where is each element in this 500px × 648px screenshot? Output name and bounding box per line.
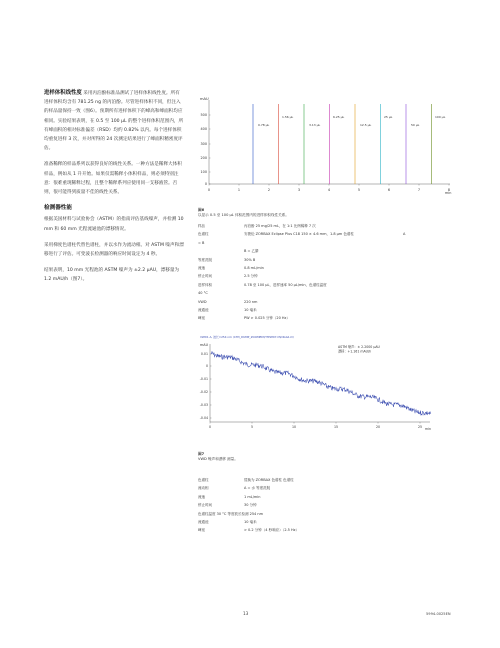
chart1-xtick-label: 0 [207,188,211,192]
chart2-yunit: mAU [200,343,209,347]
chart2-ytick-label: 0 [205,364,208,369]
table1-extra: A [403,232,406,237]
chart2-xunit: min [425,427,432,431]
conditions-table-noise [198,478,448,537]
chart1-ytick-label: 100 [200,170,207,175]
figure6-caption [198,208,289,218]
chart1-xtick-label: 4 [327,188,331,192]
paragraph-results: 结果表明，10 mm 光程池的 ASTM 噪声为 ±2.2 μAU，漂移量为 1.2 mAU/h（图7）。 [44,268,180,283]
chart1-xunit: min [445,191,452,195]
table2-key: 色谱柱 [198,478,209,482]
peak-label-low: 50 μL [411,123,420,127]
table2-key: 流动相 [198,486,209,491]
chart2-xtick-label: 15 [333,425,339,429]
chart2-ytick-label: -0.01 [199,377,208,382]
chart2-legend-noise: ASTM 噪声：± 2.2000 μAU [338,345,380,349]
table1-value: B = 乙腈 [244,249,259,254]
table1-key: 停止时间 [198,274,212,279]
table2-row [198,528,448,536]
table2-key: 流通池 [198,519,209,524]
table2-value: 30 分钟 [244,503,257,508]
chart2-ytick-label: -0.04 [199,416,208,421]
table1-value: 10 毫米 [244,307,257,312]
table1-row [198,232,448,240]
table2-row [198,486,448,494]
table2-row [198,520,448,528]
peak-label-low: 3.13 μL [309,123,321,127]
table1-key: 流速 [198,265,205,270]
chart1-yunit: mAU [200,97,209,101]
chart1-xtick-label: 5 [357,188,361,192]
table1-row [198,258,448,266]
figure6-title: 图6 [198,208,205,212]
peak-label-high: 6.25 μL [333,115,345,119]
table1-value: 丙泊酚 25 mg/25 mL，在 1:1 比例稀释 7 次 [244,224,316,228]
table2-value: A = 水 等度洗脱 [244,486,271,491]
chart1-xtick-label: 8 [447,188,451,192]
baseline-trace [198,340,438,432]
table2-value: 10 毫米 [244,519,257,524]
paragraph-astm: 根据美国材料与试验协会（ASTM）的指南评估基线噪声，并检测 10 mm 和 60 mm 光程流通池的漂移情况。 [44,217,184,232]
table1-row [198,249,448,257]
table1-key: 等度洗脱 [198,257,212,262]
table2-key: 色谱柱温度 30 °C 等度波长检测 254 nm [198,511,264,516]
table1-value: PW > 0.025 分钟（20 Hz） [244,316,290,321]
table2-row [198,478,448,486]
table1-key: 样品 [198,224,205,228]
table2-key: 峰宽 [198,528,205,533]
table1-row [198,291,448,299]
peak-label-low: 0.78 μL [258,123,270,127]
chart2-ytick-label: -0.02 [199,390,208,395]
chart1-ytick-label: 200 [200,156,207,161]
chart1-xtick-label: 3 [297,188,301,192]
peak-label-high: 25 μL [384,115,393,119]
chart2-ytick-label: -0.03 [199,403,208,408]
table1-value: 220 nm [244,299,258,304]
table1-key: 40 °C [198,291,208,296]
peak-label-low: 12.5 μL [360,123,372,127]
chart1-xtick-label: 2 [267,188,271,192]
chart1-ytick-label: 300 [200,142,207,147]
table2-key: 流速 [198,494,205,499]
table1-key: 峰宽 [198,316,205,321]
peak-label-high: 100 μL [435,115,446,119]
table1-row [198,241,448,249]
noise-trace-line [211,352,431,415]
chart2-xtick-label: 5 [250,425,254,429]
chart1-xtick-label: 1 [237,188,241,192]
table1-row [198,274,448,282]
section-title-injection-linearity: 进样体积线性度 [44,90,82,96]
table2-value: 1 mL/min [244,494,261,499]
table2-row [198,495,448,503]
figure6-body: 以显示 0.5 至 100 μL 体积范围内的进样体积线性关系。 [198,213,289,217]
table1-row [198,308,448,316]
chart2-legend-drift: 漂移：+1.161 mAU/h [338,349,372,354]
conditions-table-linearity [198,224,448,325]
section-title-detector: 检测器性能 [44,205,72,212]
chart-noise-drift [198,340,438,432]
left-text-column [44,82,184,292]
chart2-xtick-label: 10 [291,425,297,429]
table1-row [198,300,448,308]
table1-key: 流通池 [198,307,209,312]
figure7-title: 图7 [198,452,205,456]
chart2-header-text: VWD1 A, 波长=254 nm (CH3_DUMP_ZOOMED\HTPWD7.D\DIGG1.D) [200,335,294,339]
table1-value: 0.8 mL/min [244,265,264,270]
table1-value: 0.78 至 100 μL，进样速率 50 μL/min，色谱柱温度 [244,282,327,287]
peak-label-high: 1.56 μL [282,115,294,119]
chart-injection-linearity [198,94,460,204]
chart1-ytick-label: 400 [200,127,207,132]
table2-value: 替换为 ZORBAX 色谱柱 色谱柱 [244,478,294,482]
paragraph-dilution: 准备稀释的样品系列以获得良好的线性关系。一种方法是稀释大体积样品，例如从 1 升开始。如果仅需稀释小体积样品，则必须特别注意：很难重现稀释过程，且整个稀释系列应使用同一支移液管。否则，很可能得到质量不佳的线性关系。 [44,162,182,196]
paragraph-linearity-body: 采用丙泊酚标准品测试了进样体积线性度。所有进样体积均含有 781.25 ng 的丙泊酚。尽管进样体积不同，但注入的样品量保持一致（图6）。预期所有进样体积下的峰高和峰面积均应相同。实验结果表明，在 0.5 至 100 μL 的整个进样体积范围内，所有峰面积的相对标准偏差（RSD）均约 0.82% 以内。每个进样体积均重复进样 3 次，并对所得的 24 次测定结果进行了峰面积精密度评估。 [44,91,184,152]
chart1-xtick-label: 6 [387,188,391,192]
chromatogram-overlay [198,94,460,204]
chart2-ytick-label: 0.01 [200,352,208,357]
table1-key: VWD [198,299,207,304]
chart2-xtick-label: 0 [208,425,212,429]
table1-row [198,316,448,324]
table1-row [198,266,448,274]
chart1-ytick-label: 0 [204,182,207,187]
table1-key: = B [198,240,205,245]
table1-key: 进样体积 [198,282,212,287]
figure7-body: VWD 噪声和漂移 测量。 [198,457,238,461]
chart1-xtick-label: 7 [417,188,421,192]
chart2-xtick-label: 25 [417,425,423,429]
table2-key: 停止时间 [198,503,212,508]
table2-row [198,503,448,511]
table1-key: 色谱柱 [198,232,209,237]
table1-value: 2.5 分钟 [244,274,258,279]
table2-row [198,512,448,520]
table1-value: 30% B [244,257,256,262]
chart2-xtick-label: 20 [375,425,381,429]
chart1-ytick-label: 500 [200,113,207,118]
paragraph-column: 采用梯度色谱柱代替色谱柱，并以水作为流动相。对 ASTM 噪声和漂移进行了评估。可变波长检测器的响应时间设定为 4 秒。 [44,242,184,258]
table2-value: > 0.2 分钟（4 秒响应）（2.5 Hz） [244,528,299,533]
page-number: 13 [243,611,249,616]
document-number: 5994-0025EN [426,612,451,616]
figure7-caption [198,452,238,462]
table1-row [198,283,448,291]
table1-value: 安捷伦 ZORBAX Eclipse Plus C18 150 × 4.6 mm，1.8 μm 色谱柱 [244,232,354,237]
